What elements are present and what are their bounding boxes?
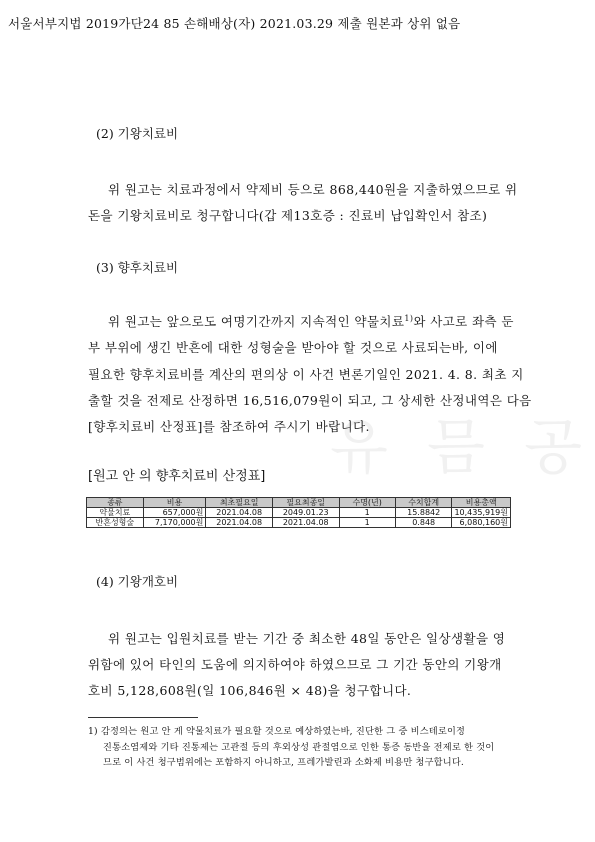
table-cell: 2021.04.08 — [206, 508, 273, 518]
table-cell: 2049.01.23 — [272, 508, 339, 518]
table-row — [87, 518, 511, 528]
footnote-line: 므로 이 사건 청구범위에는 포함하지 아니하고, 프레가발린과 소화제 비용만 청구합니다. — [103, 757, 465, 768]
table-header-cell: 종류 — [87, 498, 144, 508]
table-header-cell: 비용총액 — [452, 498, 511, 508]
section-3-paragraph-line — [108, 312, 514, 330]
table-cell: 1 — [339, 508, 395, 518]
table-cell: 반흔성형술 — [87, 518, 144, 528]
document-header: 서울서부지법 2019가단24 85 손해배상(자) 2021.03.29 제출 원본과 상위 없음 — [8, 16, 461, 31]
table-row — [87, 508, 511, 518]
table-cell: 6,080,160원 — [452, 518, 511, 528]
table-cell: 약물치료 — [87, 508, 144, 518]
section-3-paragraph-line: [향후치료비 산정표]를 참조하여 주시기 바랍니다. — [88, 419, 370, 434]
treatment-cost-table — [86, 497, 511, 528]
section-4-paragraph-line: 위 원고는 입원치료를 받는 기간 중 최소한 48일 동안은 일상생활을 영 — [108, 631, 506, 646]
footnote-ref: 1) — [404, 313, 414, 323]
section-3-title: (3) 향후치료비 — [96, 260, 179, 275]
table-cell: 2021.04.08 — [206, 518, 273, 528]
section-4-title: (4) 기왕개호비 — [96, 574, 179, 589]
table-cell: 10,435,919원 — [452, 508, 511, 518]
table-cell: 15.8842 — [395, 508, 452, 518]
section-2-paragraph-line: 위 원고는 치료과정에서 약제비 등으로 868,440원을 지출하였으므로 위 — [108, 182, 518, 197]
table-header-cell: 필요최종일 — [272, 498, 339, 508]
section-3-text: 와 사고로 좌측 둔 — [413, 314, 514, 329]
table-header-row — [87, 498, 511, 508]
table-header-cell: 최초필요일 — [206, 498, 273, 508]
section-3-text: 위 원고는 앞으로도 여명기간까지 지속적인 약물치료 — [108, 314, 405, 329]
footnote-divider — [88, 717, 198, 718]
table-title: [원고 안 의 향후치료비 산정표] — [88, 469, 266, 484]
section-3-paragraph-line: 필요한 향후치료비를 계산의 편의상 이 사건 변론기일인 2021. 4. 8. 최초 지 — [88, 367, 524, 382]
section-4-paragraph-line: 호비 5,128,608원(일 106,846원 × 48)을 청구합니다. — [88, 683, 412, 698]
table-cell: 0.848 — [395, 518, 452, 528]
table-cell: 7,170,000원 — [143, 518, 206, 528]
watermark: 유 믐 공 — [330, 413, 593, 483]
section-2-title: (2) 기왕치료비 — [96, 126, 179, 141]
table-header-cell: 비용 — [143, 498, 206, 508]
table-cell: 1 — [339, 518, 395, 528]
footnote-line: 진통소염제와 기타 진통제는 고관절 등의 후외상성 관절염으로 인한 통증 동반을 전제로 한 것이 — [103, 742, 495, 753]
table-cell: 657,000원 — [143, 508, 206, 518]
section-4-paragraph-line: 위함에 있어 타인의 도움에 의지하여야 하였으므로 그 기간 동안의 기왕개 — [88, 657, 502, 672]
section-3-paragraph-line: 출할 것을 전제로 산정하면 16,516,079원이 되고, 그 상세한 산정내역은 다음 — [88, 393, 532, 408]
footnote-line: 1) 감정의는 원고 안 게 약물치료가 필요할 것으로 예상하였는바, 진단한 그 중 비스테로이정 — [88, 726, 466, 737]
section-3-paragraph-line: 부 부위에 생긴 반흔에 대한 성형술을 받아야 할 것으로 사료되는바, 이에 — [88, 340, 498, 355]
table-header-cell: 수치합계 — [395, 498, 452, 508]
section-2-paragraph-line: 돈을 기왕치료비로 청구합니다(갑 제13호증 : 진료비 납입확인서 참조) — [88, 208, 488, 223]
table-cell: 2021.04.08 — [272, 518, 339, 528]
table-header-cell: 수명(년) — [339, 498, 395, 508]
